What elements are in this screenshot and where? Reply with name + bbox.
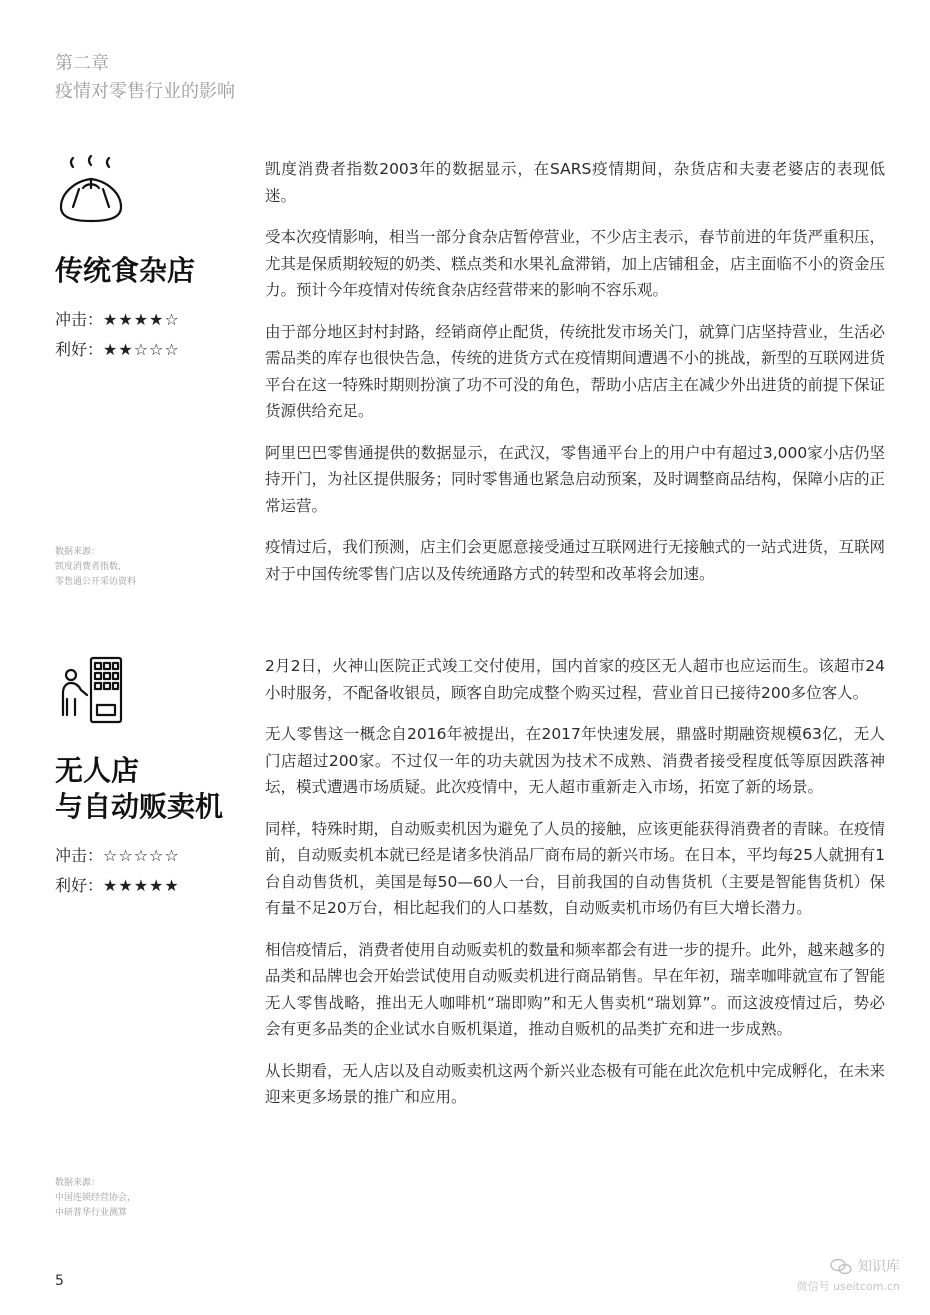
watermark-brand: 知识库 bbox=[858, 1259, 900, 1275]
source-line: 凯度消费者指数， bbox=[55, 562, 128, 572]
chapter-number: 第二章 bbox=[55, 53, 109, 74]
impact-label: 冲击： bbox=[55, 846, 104, 865]
body-paragraph: 2月2日，火神山医院正式竣工交付使用，国内首家的疫区无人超市也应运而生。该超市24小时服务，不配备收银员，顾客自助完成整个购买过程，营业首日已接待200多位客人。 bbox=[265, 657, 885, 702]
chapter-title: 疫情对零售行业的影响 bbox=[55, 81, 235, 102]
chapter-heading bbox=[55, 50, 235, 106]
source-line: 数据来源： bbox=[55, 1178, 101, 1188]
source-line: 中国连锁经营协会， bbox=[55, 1193, 137, 1203]
body-paragraph: 同样，特殊时期，自动贩卖机因为避免了人员的接触，应该更能获得消费者的青睐。在疫情前，自动贩卖机本就已经是诸多快消品厂商布局的新兴市场。在日本，平均每25人就拥有1台自动售货机，美国是每50—60人一台，目前我国的自动售货机（主要是智能售货机）保有量不足20万台，相比起我们的人口基数，自动贩卖机市场仍有巨大增长潜力。 bbox=[265, 819, 886, 917]
benefit-stars: ★★★★★ bbox=[103, 876, 180, 895]
impact-label: 冲击： bbox=[55, 310, 104, 329]
benefit-rating bbox=[55, 871, 245, 901]
watermark bbox=[797, 1256, 900, 1294]
benefit-stars: ★★☆☆☆ bbox=[103, 340, 180, 359]
body-paragraph: 无人零售这一概念自2016年被提出，在2017年快速发展，鼎盛时期融资规模63亿，无人门店超过200家。不过仅一年的功夫就因为技术不成熟、消费者接受程度低等原因跌落神坛，模式遭遇市场质疑。此次疫情中，无人超市重新走入市场，拓宽了新的场景。 bbox=[265, 725, 885, 796]
body-paragraph: 阿里巴巴零售通提供的数据显示，在武汉，零售通平台上的用户中有超过3,000家小店仍坚持开门，为社区提供服务；同时零售通也紧急启动预案，及时调整商品结构，保障小店的正常运营。 bbox=[265, 443, 886, 515]
wechat-icon bbox=[830, 1258, 852, 1276]
page-number: 5 bbox=[55, 1273, 64, 1289]
section-body bbox=[265, 653, 885, 1126]
body-paragraph: 疫情过后，我们预测，店主们会更愿意接受通过互联网进行无接触式的一站式进货，互联网对于中国传统零售门店以及传统通路方式的转型和改革将会加速。 bbox=[265, 538, 886, 583]
body-paragraph: 由于部分地区封村封路，经销商停止配货，传统批发市场关门，就算门店坚持营业，生活必需品类的库存也很快告急，传统的进货方式在疫情期间遭遇不小的挑战，新型的互联网进货平台在这一特殊时期则扮演了功不可没的角色，帮助小店店主在减少外出进货的前提下保证货源供给充足。 bbox=[265, 322, 886, 420]
benefit-label: 利好： bbox=[55, 876, 104, 895]
source-line: 中研普华行业测算 bbox=[55, 1208, 128, 1218]
body-paragraph: 从长期看，无人店以及自动贩卖机这两个新兴业态极有可能在此次危机中完成孵化，在未来迎来更多场景的推广和应用。 bbox=[265, 1061, 886, 1106]
impact-rating bbox=[55, 305, 245, 335]
section-title bbox=[55, 253, 245, 289]
benefit-rating bbox=[55, 335, 245, 365]
source-line: 零售通公开采访资料 bbox=[55, 577, 137, 587]
section-sidebar bbox=[55, 655, 245, 901]
section-title-line: 传统食杂店 bbox=[55, 254, 196, 287]
vending-machine-icon bbox=[55, 655, 127, 727]
section-title bbox=[55, 753, 245, 825]
watermark-subtitle: 微信号 useitcom.cn bbox=[796, 1280, 900, 1293]
benefit-label: 利好： bbox=[55, 340, 104, 359]
source-line: 数据来源： bbox=[55, 547, 101, 557]
data-source-note bbox=[55, 545, 245, 590]
section-body bbox=[265, 156, 885, 602]
section-sidebar bbox=[55, 155, 245, 365]
body-paragraph: 相信疫情后，消费者使用自动贩卖机的数量和频率都会有进一步的提升。此外，越来越多的品类和品牌也会开始尝试使用自动贩卖机进行商品销售。早在年初，瑞幸咖啡就宣布了智能无人零售战略，推出无人咖啡机“瑞即购”和无人售卖机“瑞划算”。而这波疫情过后，势必会有更多品类的企业试水自贩机渠道，推动自贩机的品类扩充和进一步成熟。 bbox=[265, 940, 886, 1038]
section-title-line: 无人店 bbox=[55, 754, 140, 787]
impact-stars: ★★★★☆ bbox=[103, 310, 180, 329]
body-paragraph: 受本次疫情影响，相当一部分食杂店暂停营业，不少店主表示，春节前进的年货严重积压，尤其是保质期较短的奶类、糕点类和水果礼盒滞销，加上店铺租金，店主面临不小的资金压力。预计今年疫情对传统食杂店经营带来的影响不容乐观。 bbox=[265, 228, 886, 299]
steamed-bun-icon bbox=[55, 155, 127, 227]
section-title-line: 与自动贩卖机 bbox=[55, 790, 224, 823]
body-paragraph: 凯度消费者指数2003年的数据显示，在SARS疫情期间，杂货店和夫妻老婆店的表现低迷。 bbox=[265, 160, 885, 205]
impact-rating bbox=[55, 841, 245, 871]
impact-stars: ☆☆☆☆☆ bbox=[103, 846, 180, 865]
data-source-note bbox=[55, 1176, 245, 1221]
